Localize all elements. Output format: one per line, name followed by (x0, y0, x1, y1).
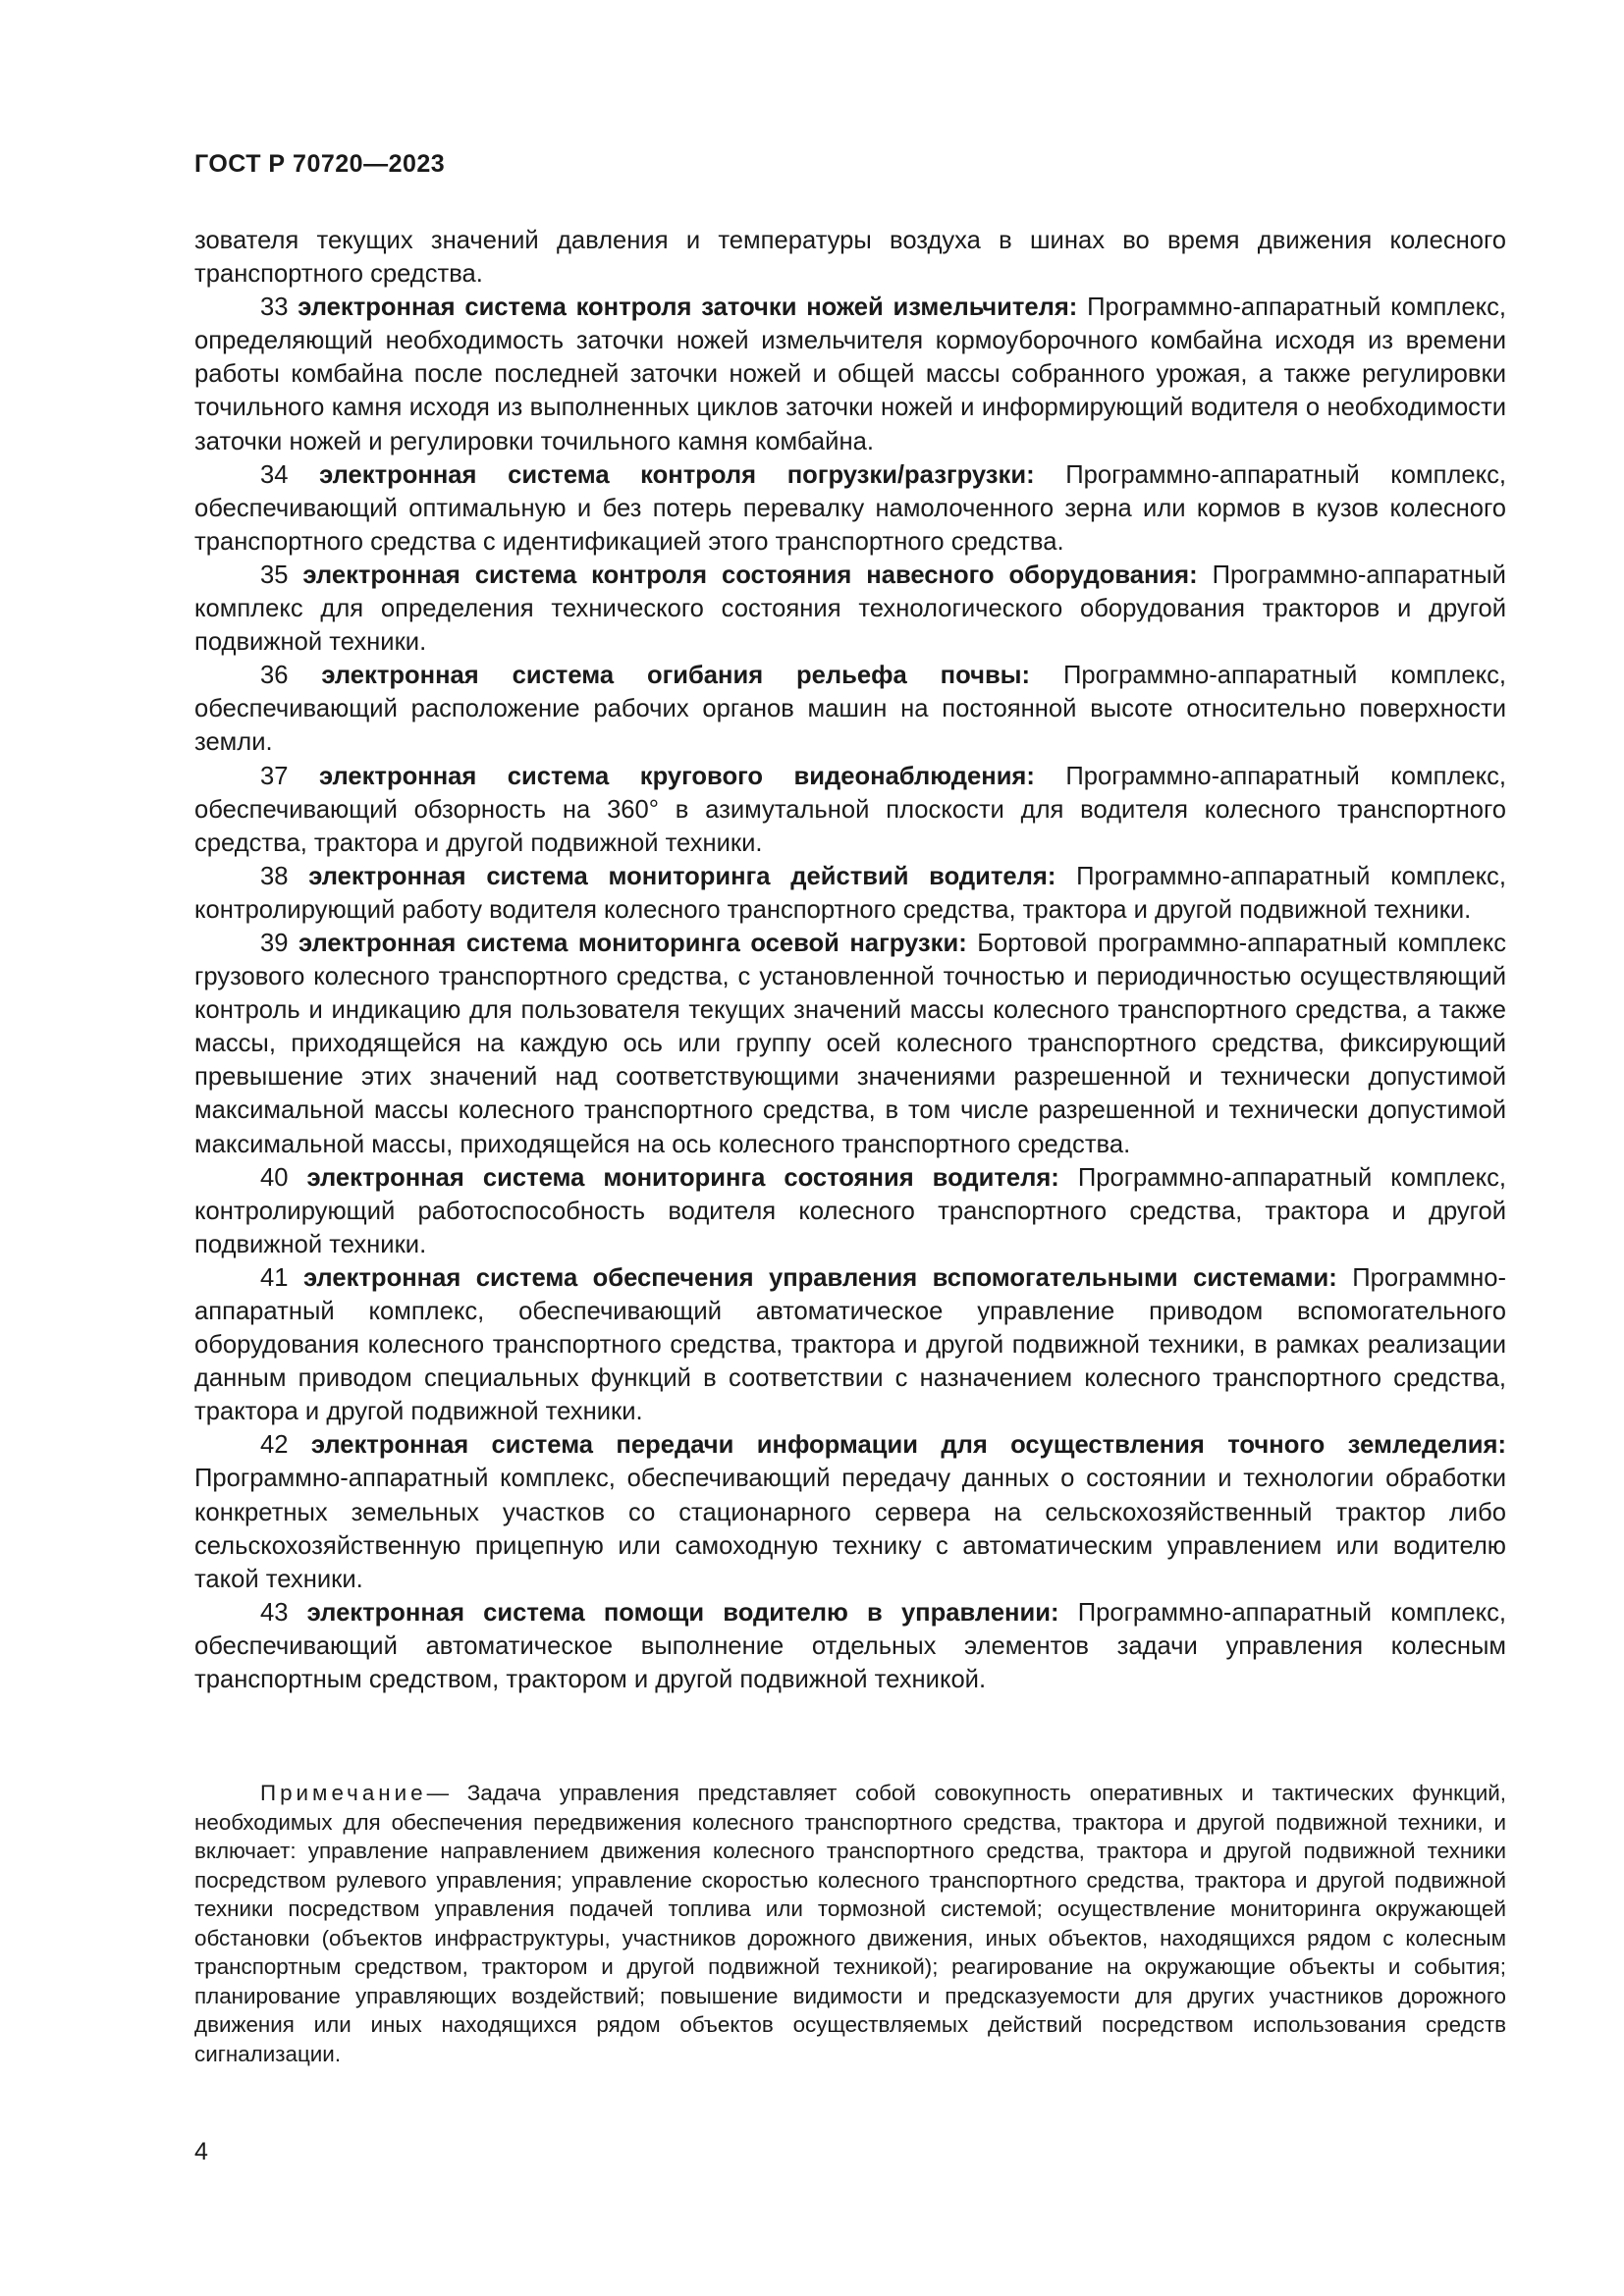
term-definition: Программно-аппаратный комплекс, обеспечивающий расположение рабочих органов машин на постоянной высоте относительно поверхности земли. (194, 662, 1506, 757)
term-definition: Программно-аппаратный комплекс, обеспечивающий автоматическое выполнение отдельных элементов задачи управления колесным транспортным средством, трактором и другой подвижной техникой. (194, 1598, 1507, 1694)
term-entry-42 (194, 1428, 1506, 1595)
term-definition: Программно-аппаратный комплекс для определения технического состояния технологического оборудования тракторов и другой подвижной техники. (194, 561, 1506, 657)
term-number: 42 (260, 1431, 289, 1460)
term-entry-37 (194, 760, 1506, 860)
term-title: электронная система обеспечения управления вспомогательными системами: (302, 1263, 1337, 1292)
term-entry-39 (194, 927, 1506, 1161)
term-title: электронная система кругового видеонаблюдения: (318, 762, 1035, 790)
term-entry-33 (194, 291, 1506, 457)
page-number: 4 (194, 2138, 208, 2165)
term-title: электронная система мониторинга состояния водителя: (306, 1163, 1059, 1192)
term-number: 38 (260, 862, 289, 890)
term-entry-43 (194, 1596, 1506, 1696)
term-number: 33 (260, 294, 289, 322)
term-title: электронная система помощи водителю в управлении: (306, 1598, 1059, 1627)
term-number: 39 (260, 929, 289, 957)
term-title: электронная система мониторинга осевой нагрузки: (298, 929, 967, 957)
term-title: электронная система контроля состояния навесного оборудования: (302, 561, 1198, 589)
document-header: ГОСТ Р 70720—2023 (194, 150, 446, 178)
term-number: 35 (260, 561, 289, 589)
note-label: Примечание (260, 1781, 427, 1806)
note-text: Задача управления представляет собой совокупность оперативных и тактических функций, необходимых для обеспечения передвижения колесного транспортного средства, трактора и другой подвижной техники, и включает: управление направлением движения колесного транспортного средства, трактора и другой подвижной техники посредством рулевого управления; управление скоростью колесного транспортного средства, трактора и другой подвижной техники посредством управления подачей топлива или тормозной системой; осуществление мониторинга окружающей обстановки (объектов инфраструктуры, участников дорожного движения, иных объектов, находящихся рядом с колесным транспортным средством, трактором и другой подвижной техникой); реагирование на окружающие объекты и события; планирование управляющих воздействий; повышение видимости и предсказуемости для других участников дорожного движения или иных находящихся рядом объектов осуществляемых действий посредством использования средств сигнализации. (194, 1781, 1506, 2066)
term-title: электронная система контроля погрузки/разгрузки: (319, 460, 1035, 489)
term-definition: Программно-аппаратный комплекс, обеспечивающий автоматическое управление приводом вспомогательного оборудования колесного транспортного средства, трактора и другой подвижной техники, в рамках реализации данным приводом специальных функций в соответствии с назначением колесного транспортного средства, трактора и другой подвижной техники. (194, 1263, 1506, 1426)
continuation-paragraph: зователя текущих значений давления и температуры воздуха в шинах во время движения колесного транспортного средства. (194, 227, 1506, 289)
term-definition: Программно-аппаратный комплекс, обеспечивающий передачу данных о состоянии и технологии обработки конкретных земельных участков со стационарного сервера на сельскохозяйственный трактор либо сельскохозяйственную прицепную или самоходную технику с автоматическим управлением или водителю такой техники. (194, 1465, 1506, 1593)
term-number: 37 (260, 762, 289, 790)
term-number: 34 (260, 460, 289, 489)
term-entry-35 (194, 559, 1506, 659)
term-entry-40 (194, 1161, 1506, 1261)
term-title: электронная система огибания рельефа почвы: (321, 662, 1031, 690)
term-number: 40 (260, 1163, 289, 1192)
term-entry-34 (194, 458, 1506, 559)
term-definition: Программно-аппаратный комплекс, контролирующий работу водителя колесного транспортного средства, трактора и другой подвижной техники. (194, 862, 1506, 924)
term-definition: Программно-аппаратный комплекс, обеспечивающий обзорность на 360° в азимутальной плоскости для водителя колесного транспортного средства, трактора и другой подвижной техники. (194, 762, 1507, 857)
term-title: электронная система передачи информации для осуществления точного земледелия: (310, 1431, 1506, 1460)
term-definition: Бортовой программно-аппаратный комплекс грузового колесного транспортного средства, с установленной точностью и периодичностью осуществляющий контроль и индикацию для пользователя текущих значений массы колесного транспортного средства, а также массы, приходящейся на каждую ось или группу осей колесного транспортного средства, фиксирующий превышение этих значений над соответствующими значениями разрешенной и технически допустимой максимальной массы колесного транспортного средства, в том числе разрешенной и технически допустимой максимальной массы, приходящейся на ось колесного транспортного средства. (194, 929, 1506, 1158)
term-entry-38 (194, 860, 1506, 927)
term-definition: Программно-аппаратный комплекс, контролирующий работоспособность водителя колесного транспортного средства, трактора и другой подвижной техники. (194, 1163, 1506, 1258)
term-entry-41 (194, 1261, 1506, 1428)
note-dash: — (426, 1781, 449, 1806)
term-entry-36 (194, 659, 1506, 759)
term-definition: Программно-аппаратный комплекс, обеспечивающий оптимальную и без потерь перевалку намолоченного зерна или кормов в кузов колесного транспортного средства с идентификацией этого транспортного средства. (194, 460, 1506, 556)
term-title: электронная система мониторинга действий водителя: (308, 862, 1056, 890)
term-title: электронная система контроля заточки ножей измельчителя: (298, 294, 1078, 322)
note-paragraph (194, 1779, 1506, 2068)
term-number: 36 (260, 662, 289, 690)
term-definition: Программно-аппаратный комплекс, определяющий необходимость заточки ножей измельчителя кормоуборочного комбайна исходя из времени работы комбайна после последней заточки ножей и общей массы собранного урожая, а также регулировки точильного камня исходя из выполненных циклов заточки ножей и информирующий водителя о необходимости заточки ножей и регулировки точильного камня комбайна. (194, 294, 1506, 455)
document-body (194, 224, 1506, 1696)
term-number: 41 (260, 1263, 289, 1292)
term-number: 43 (260, 1598, 289, 1627)
